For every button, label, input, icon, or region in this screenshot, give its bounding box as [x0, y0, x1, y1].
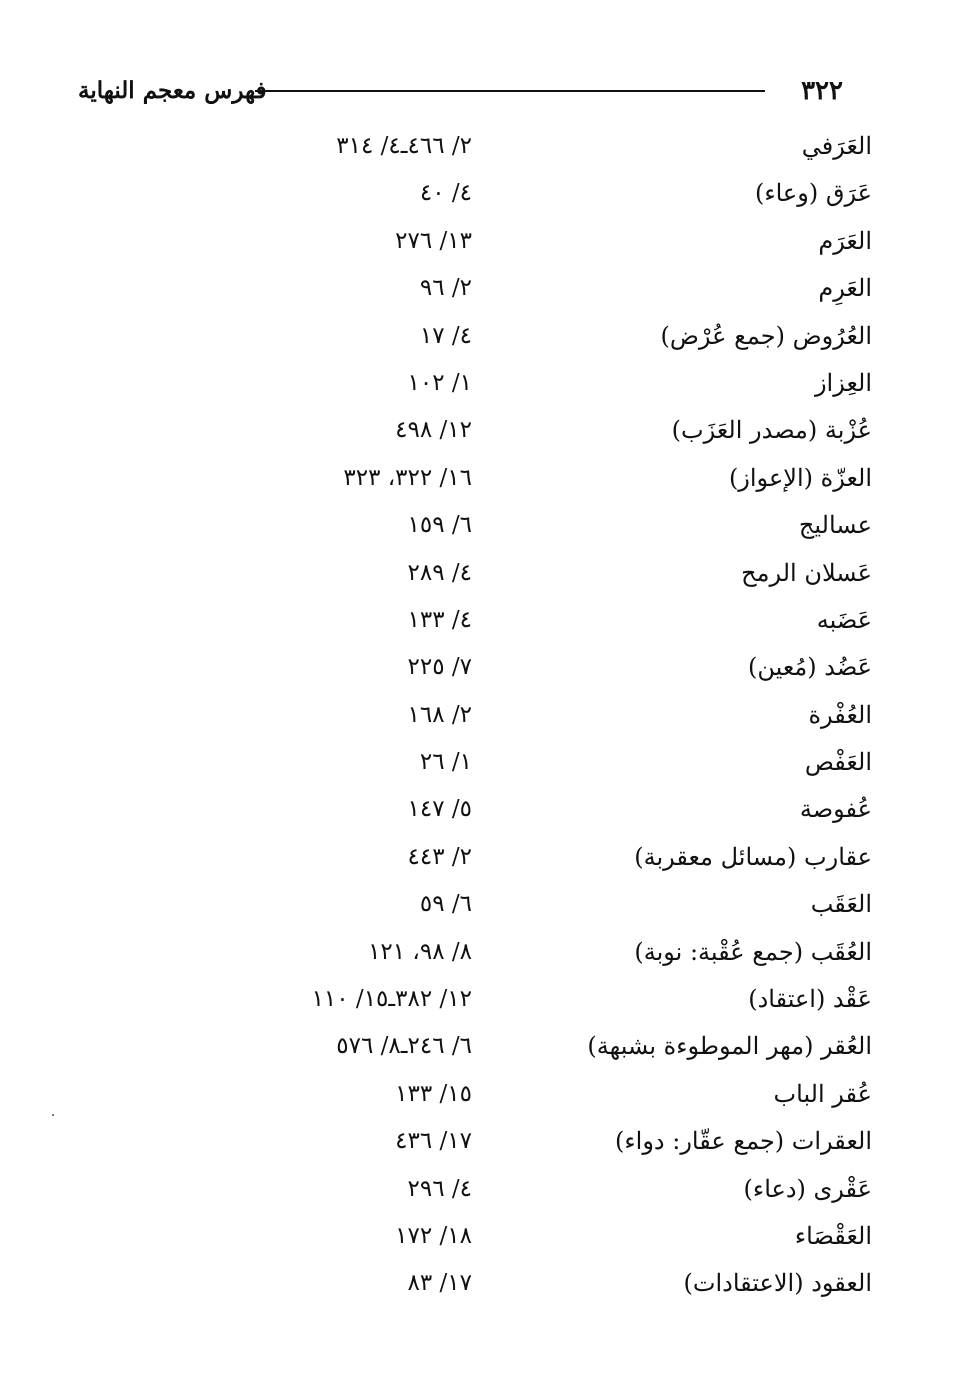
entry-term: عقارب (مسائل معقربة): [634, 842, 872, 871]
entry-reference: ٦/ ٢٤٦ـ٨/ ٥٧٦: [336, 1033, 472, 1060]
entry-term: العَقْصَاء: [794, 1221, 872, 1250]
index-entry: [0, 975, 957, 1022]
entry-reference: ٨/ ٩٨، ١٢١: [368, 938, 472, 965]
entry-reference: ٤/ ٢٨٩: [407, 559, 472, 586]
index-entry: [0, 454, 957, 501]
page-title: فهرس معجم النهاية: [78, 77, 267, 104]
entry-reference: ١٦/ ٣٢٢، ٣٢٣: [343, 464, 472, 491]
entry-reference: ١/ ٢٦: [419, 749, 472, 776]
entry-reference: ٧/ ٢٢٥: [407, 654, 472, 681]
index-entry: [0, 122, 957, 169]
entry-reference: ٢/ ٤٦٦ـ٤/ ٣١٤: [336, 133, 472, 159]
page-number: ٣٢٢: [801, 76, 843, 106]
index-entry: [0, 169, 957, 216]
entry-reference: ١٥/ ١٣٣: [395, 1080, 472, 1107]
index-entry: [0, 1165, 957, 1212]
entry-reference: ١٨/ ١٧٢: [395, 1222, 472, 1249]
entry-term: العقرات (جمع عقّار: دواء): [615, 1127, 872, 1156]
index-entry: [0, 643, 957, 690]
entry-reference: ٦/ ٥٩: [419, 891, 472, 918]
entry-term: عَضَبه: [816, 605, 872, 634]
entry-term: عُفوصة: [799, 795, 872, 824]
entry-term: عُقر الباب: [773, 1079, 872, 1108]
header-rule: [255, 90, 765, 92]
index-entry: [0, 359, 957, 406]
entry-reference: ٤/ ٤٠: [419, 180, 472, 207]
index-entry: [0, 691, 957, 738]
entry-reference: ١٢/ ٣٨٢ـ١٥/ ١١٠: [311, 986, 472, 1013]
entry-term: عَرَق (وعاء): [754, 179, 872, 208]
entry-term: عَسلان الرمح: [741, 558, 872, 587]
entry-reference: ١٢/ ٤٩٨: [395, 417, 472, 444]
index-entry: [0, 833, 957, 880]
entry-term: العَقَب: [810, 890, 872, 919]
page-header: [78, 72, 843, 112]
entry-reference: ١٣/ ٢٧٦: [395, 227, 472, 254]
entry-reference: ٥/ ١٤٧: [407, 796, 472, 823]
entry-reference: ٤/ ١٣٣: [407, 606, 472, 633]
entry-term: العقود (الاعتقادات): [683, 1269, 872, 1298]
entry-term: العَرَم: [818, 226, 872, 255]
index-entry: [0, 264, 957, 311]
index-entries: [0, 122, 957, 1307]
entry-term: العُرُوض (جمع عُرْض): [660, 321, 872, 350]
index-entry: [0, 312, 957, 359]
entry-reference: ١٧/ ٨٣: [407, 1270, 472, 1297]
entry-reference: ٤/ ٢٩٦: [407, 1175, 472, 1202]
entry-term: العَرَفي: [801, 132, 872, 160]
entry-term: العَفْص: [804, 748, 872, 777]
index-entry: [0, 1259, 957, 1306]
entry-term: العُقر (مهر الموطوءة بشبهة): [587, 1032, 872, 1061]
entry-term: عَقْرى (دعاء): [743, 1174, 872, 1203]
entry-term: عَضُد (مُعين): [747, 653, 872, 682]
entry-reference: ١٧/ ٤٣٦: [395, 1128, 472, 1155]
entry-reference: ٦/ ١٥٩: [407, 512, 472, 539]
index-entry: [0, 738, 957, 785]
index-entry: [0, 928, 957, 975]
entry-term: العُقَب (جمع عُقْبة: نوبة): [634, 937, 872, 966]
entry-term: العزّة (الإعواز): [728, 463, 872, 492]
entry-term: العِزاز: [814, 368, 872, 397]
index-entry: [0, 501, 957, 548]
index-entry: [0, 1022, 957, 1069]
entry-term: العُفْرة: [808, 700, 872, 729]
index-entry: [0, 596, 957, 643]
index-entry: [0, 549, 957, 596]
entry-term: عساليج: [798, 511, 872, 540]
index-entry: [0, 217, 957, 264]
margin-dot: [52, 1114, 54, 1116]
entry-term: عَقْد (اعتقاد): [748, 985, 872, 1014]
entry-reference: ٤/ ١٧: [419, 322, 472, 349]
entry-reference: ١/ ١٠٢: [407, 369, 472, 396]
entry-reference: ٢/ ٤٤٣: [407, 843, 472, 870]
index-entry: [0, 880, 957, 927]
index-entry: [0, 1212, 957, 1259]
index-entry: [0, 406, 957, 453]
entry-reference: ٢/ ٩٦: [419, 275, 472, 302]
entry-term: عُزْبة (مصدر العَزَب): [671, 416, 872, 445]
index-entry: [0, 1070, 957, 1117]
entry-term: العَرِم: [818, 274, 872, 303]
entry-reference: ٢/ ١٦٨: [407, 701, 472, 728]
index-entry: [0, 785, 957, 832]
index-entry: [0, 1117, 957, 1164]
